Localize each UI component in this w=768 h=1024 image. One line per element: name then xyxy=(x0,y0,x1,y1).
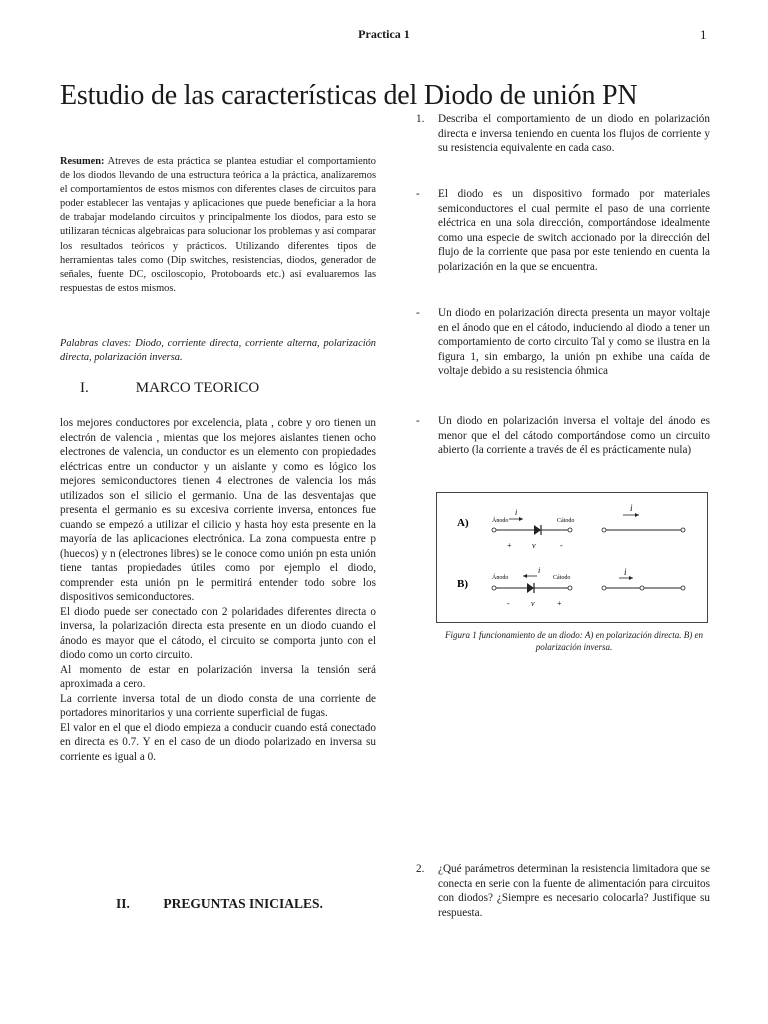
paragraph: El valor en el que el diodo empieza a conducir cuando está conectado en directa es 0.7. Y en el caso de un diodo polarizado en inversa su corriente es igual a 0. xyxy=(60,721,376,763)
open-circuit-gap xyxy=(640,586,644,590)
bullet-text: Un diodo en polarización directa presenta un mayor voltaje en el ánodo que en el cátodo, induciendo al diodo a tener un comportamiento de corto circuito Tal y como se ilustra en la figura 1, sin embargo, la unión pn exhibe una caída de voltaje debido a su resistencia óhmica xyxy=(438,307,710,377)
figure-caption: Figura 1 funcionamiento de un diodo: A) en polarización directa. B) en polarización inversa. xyxy=(445,630,703,652)
cathode-label: Cátodo xyxy=(557,518,575,524)
bullet-text: Un diodo en polarización inversa el voltaje del ánodo es menor que el del cátodo comportándose como un circuito abierto (la corriente a través de él es prácticamente nula) xyxy=(438,415,710,456)
paragraph: El diodo puede ser conectado con 2 polaridades diferentes directa o inversa, la polarización directa esta presente en un diodo cuando el ánodo es mayor que el cátodo, el circuito se comporta junto con el diodo como un corto circuito. xyxy=(60,605,376,661)
voltage-symbol: v xyxy=(531,599,535,608)
diode-forward-icon xyxy=(534,525,541,535)
bullet-item xyxy=(410,414,710,458)
abstract xyxy=(60,155,376,296)
label-a: A) xyxy=(457,517,469,529)
section-title: MARCO TEORICO xyxy=(135,380,260,396)
document-title: Estudio de las características del Diodo de unión PN xyxy=(60,80,638,111)
figure-diode-circuits xyxy=(436,492,708,623)
voltage-symbol: v xyxy=(532,541,536,550)
list-marker: - xyxy=(416,188,420,200)
list-marker: 2. xyxy=(416,863,425,875)
list-marker: - xyxy=(416,415,420,427)
terminal-icon xyxy=(568,528,572,532)
minus-sign: - xyxy=(507,599,510,608)
paragraph: La corriente inversa total de un diodo consta de una corriente de portadores minoritarios y una corriente superficial de fugas. xyxy=(60,692,376,719)
section-number: II. xyxy=(116,896,130,911)
section-heading-preguntas xyxy=(60,896,376,912)
terminal-icon xyxy=(492,528,496,532)
terminal-icon xyxy=(492,586,496,590)
section-heading-marco-teorico xyxy=(60,380,376,397)
marco-teorico-body xyxy=(60,416,376,764)
anode-label: Ánodo xyxy=(492,518,509,524)
current-symbol: i xyxy=(538,566,541,575)
current-symbol: i xyxy=(630,503,633,513)
minus-sign: - xyxy=(560,541,563,550)
running-header: Practica 1 xyxy=(358,27,410,41)
cathode-label: Cátodo xyxy=(553,575,571,581)
page-number: 1 xyxy=(700,27,707,42)
bullet-item xyxy=(410,187,710,274)
question-text: Describa el comportamiento de un diodo en polarización directa e inversa teniendo en cuenta los flujos de corriente y su resistencia equivalente en cada caso. xyxy=(438,113,710,154)
question-text: ¿Qué parámetros determinan la resistencia limitadora que se conecta en serie con la fuente de alimentación para circuitos con diodos? ¿Siempre es necesario colocarla? Justifique su respuesta. xyxy=(438,863,710,919)
bullet-text: El diodo es un dispositivo formado por materiales semiconductores el cual permite el paso de una corriente eléctrica en una sola dirección, comportándose idealmente como una especie de switch accionado por la dirección del flujo de la corriente que pasa por este teniendo en cuenta la polarización en la que se encuentra. xyxy=(438,188,710,273)
plus-sign: + xyxy=(507,541,512,550)
abstract-label: Resumen: xyxy=(60,156,105,167)
bullet-item xyxy=(410,306,710,379)
question-1 xyxy=(410,112,710,156)
keywords: Palabras claves: Diodo, corriente directa, corriente alterna, polarización directa, polarización inversa. xyxy=(60,338,376,363)
paragraph: los mejores conductores por excelencia, plata , cobre y oro tienen un electrón de valencia , mientas que los mejores aislantes tienen ocho electrones de valencia, un conductor es un elemento con propiedades eléctricas entre un conductor y un aislante y como es lógico los mejores semiconductores tienen 4 electrones de valencia los más utilizados son el silicio el germanio. Una de las desventajas que presenta el germanio es su excesiva corriente inversa, entonces fue cuando se empezó a utilizar el cilicio y hasta hoy esta presente en la mayoría de las aplicaciones electrónica. La zona compuesta entre p (huecos) y n (electrones libres) se le conoce como unión pn esta unión tiene tantas propiedades útiles como por ejemplo el diodo, comprender esta unión pn le permitirá entender todo sobre los dispositivos semiconductores. xyxy=(60,417,376,603)
current-symbol: i xyxy=(515,508,518,517)
current-symbol: i xyxy=(624,567,627,577)
list-marker: 1. xyxy=(416,113,425,125)
abstract-text: Atreves de esta práctica se plantea estudiar el comportamiento de los diodos llevando de una estructura teórica a la práctica, analizaremos el comportamientos de estos mismos con diferentes clases de circuitos para poder establecer las ventajas y aplicaciones que puede beneficiar a la hora de trabajar modelando circuitos y principalmente los diodos, para esto se utilizaran técnicas algebraicas para solucionar los problemas y así comparar los resultados teóricos y prácticos. Utilizando diferentes tipos de herramientas tales como (Dip switches, resistencias, diodos, generador de señales, fuente DC, osciloscopio, Protoboards etc.) así evaluaremos las respuestas de estos mismos. xyxy=(60,156,376,294)
paragraph: Al momento de estar en polarización inversa la tensión será aproximada a cero. xyxy=(60,663,376,690)
section-title: PREGUNTAS INICIALES. xyxy=(163,896,323,911)
list-marker: - xyxy=(416,307,420,319)
section-number: I. xyxy=(80,380,89,396)
terminal-icon xyxy=(568,586,572,590)
question-2 xyxy=(410,862,710,920)
label-b: B) xyxy=(457,578,468,590)
anode-label: Ánodo xyxy=(492,575,509,581)
diode-diagram xyxy=(437,493,707,622)
diode-reverse-icon xyxy=(527,583,534,593)
plus-sign: + xyxy=(557,599,562,608)
